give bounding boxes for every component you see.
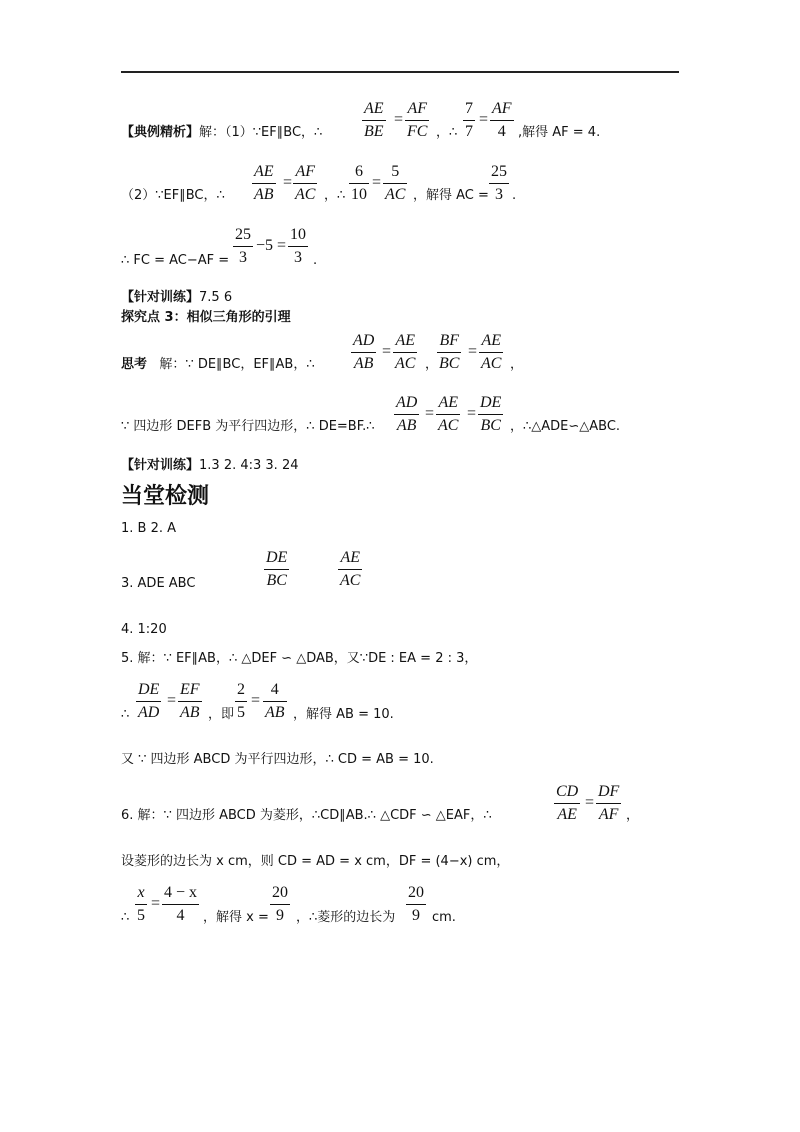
answer-5-therefore: ∴: [121, 707, 130, 722]
think-line-1-text: 解：∵ DE∥BC，EF∥AB，∴: [159, 357, 315, 372]
numerator: 20: [406, 883, 426, 905]
training-heading: 【针对训练】: [121, 458, 200, 473]
fraction-ae-ac: [393, 331, 417, 374]
training-heading: 【针对训练】: [121, 290, 200, 305]
fraction-7-7: [463, 99, 475, 142]
section-title: 当堂检测: [121, 484, 210, 509]
denominator: 9: [412, 907, 420, 924]
equals-sign: =: [251, 692, 261, 709]
denominator: 9: [276, 907, 284, 924]
denominator: 4: [176, 907, 185, 924]
answer-3: 3. ADE ABC: [121, 576, 196, 591]
denominator: AB: [353, 355, 374, 372]
numerator: 10: [288, 225, 308, 247]
example-line-2: （2）∵EF∥BC，∴: [121, 188, 225, 203]
answer-4: 4. 1:20: [121, 622, 167, 637]
example-line-1-text: 解：（1）∵EF∥BC，∴: [199, 125, 323, 140]
numerator: 25: [489, 162, 509, 184]
equals-sign: =: [372, 174, 382, 191]
denominator: 3: [495, 186, 503, 203]
think-line-2-result: ，∴△ADE∽△ABC.: [510, 419, 621, 434]
denominator: 4: [497, 123, 506, 140]
fraction-cd-ae: [554, 782, 580, 825]
fraction-de-bc: [478, 393, 503, 436]
numerator: AF: [405, 99, 429, 121]
fraction-25-3-b: [233, 225, 253, 268]
fraction-de-ad: [136, 680, 161, 723]
answer-6-therefore: ∴: [121, 910, 130, 925]
denominator: FC: [407, 123, 428, 140]
fraction-ae-be: [362, 99, 386, 142]
fraction-af-4: [490, 99, 514, 142]
numerator: CD: [554, 782, 580, 804]
denominator: AB: [396, 417, 417, 434]
denominator: AE: [557, 806, 577, 823]
numerator: BF: [437, 331, 461, 353]
denominator: BC: [480, 417, 501, 434]
fraction-x-5: [135, 883, 147, 926]
fraction-10-3: [288, 225, 308, 268]
denominator: 5: [137, 907, 145, 924]
comma: ，: [626, 808, 640, 823]
denominator: AB: [265, 704, 285, 721]
answer-5-result: ，解得 AB = 10.: [293, 707, 394, 722]
training-2: [121, 458, 299, 474]
fraction-4-minus-x-4: [162, 883, 199, 926]
denominator: 3: [294, 249, 302, 266]
numerator: EF: [178, 680, 202, 702]
numerator: 6: [349, 162, 369, 184]
fraction-6-10: [349, 162, 369, 205]
numerator: AE: [338, 548, 362, 570]
answer-6-line-1: 6. 解：∵ 四边形 ABCD 为菱形，∴CD∥AB.∴ △CDF ∽ △EAF，∴: [121, 808, 492, 823]
example-line-1: [121, 125, 322, 141]
fraction-20-9: [270, 883, 290, 926]
fraction-df-af: [596, 782, 621, 825]
fraction-20-9-b: [406, 883, 426, 926]
think-line-1: [121, 357, 315, 373]
training-values: 7.5 6: [199, 290, 233, 305]
answer-5-line-3: 又 ∵ 四边形 ABCD 为平行四边形，∴ CD = AB = 10.: [121, 752, 434, 767]
denominator: BC: [439, 355, 460, 372]
fraction-ae-ac-3: [436, 393, 460, 436]
numerator: DE: [136, 680, 161, 702]
answer-5-line-1: 5. 解：∵ EF∥AB，∴ △DEF ∽ △DAB，又∵DE : EA = 2 : 3，: [121, 651, 478, 666]
period: .: [512, 188, 517, 203]
numerator: AD: [394, 393, 419, 415]
numerator: DE: [264, 548, 289, 570]
comma: ，: [510, 357, 524, 372]
denominator: AB: [254, 186, 274, 203]
numerator: DF: [596, 782, 621, 804]
numerator: 4: [263, 680, 287, 702]
denominator: AC: [481, 355, 502, 372]
numerator: AE: [393, 331, 417, 353]
equals-sign: =: [425, 405, 435, 422]
equals-sign: =: [151, 895, 161, 912]
numerator: AE: [362, 99, 386, 121]
fraction-25-3: [489, 162, 509, 205]
numerator: DE: [478, 393, 503, 415]
answer-6-unit: cm.: [432, 910, 456, 925]
denominator: AC: [295, 186, 316, 203]
denominator: AF: [598, 806, 619, 823]
numerator: 5: [383, 162, 407, 184]
numerator: 25: [233, 225, 253, 247]
explore-title: 探究点 3：相似三角形的引理: [121, 310, 291, 325]
example-line-1-result: ,解得 AF = 4.: [518, 125, 601, 140]
fraction-ad-ab-2: [394, 393, 419, 436]
numerator: x: [135, 883, 147, 905]
equals-sign: =: [382, 343, 392, 360]
fraction-de-bc-2: [264, 548, 289, 591]
fraction-2-5: [235, 680, 247, 723]
answer-6-mid-2: ，∴菱形的边长为: [296, 910, 396, 925]
fraction-af-ac: [293, 162, 317, 205]
equals-sign: =: [394, 111, 404, 128]
denominator: 7: [465, 123, 473, 140]
denominator: AC: [438, 417, 459, 434]
equals-sign: =: [167, 692, 177, 709]
fraction-bf-bc: [437, 331, 461, 374]
numerator: 20: [270, 883, 290, 905]
numerator: 7: [463, 99, 475, 121]
answer-6-line-2: 设菱形的边长为 x cm，则 CD = AD = x cm，DF = (4−x) cm，: [121, 854, 510, 869]
answer-6-mid: ，解得 x =: [203, 910, 269, 925]
minus-five: −5 =: [256, 237, 287, 254]
denominator: AD: [138, 704, 160, 721]
denominator: AC: [395, 355, 416, 372]
fraction-ae-ab: [252, 162, 276, 205]
numerator: AE: [479, 331, 503, 353]
fraction-ad-ab: [351, 331, 376, 374]
numerator: 4 − x: [162, 883, 199, 905]
fraction-ae-ac-2: [479, 331, 503, 374]
fraction-4-ab: [263, 680, 287, 723]
equals-sign: =: [479, 111, 489, 128]
think-label: 思考: [121, 357, 148, 372]
header-rule: [121, 71, 679, 73]
answers-1-2: 1. B 2. A: [121, 521, 177, 536]
answer-5-mid: ，即: [208, 707, 235, 722]
denominator: 10: [351, 186, 367, 203]
numerator: AE: [252, 162, 276, 184]
fraction-af-fc: [405, 99, 429, 142]
training-1: [121, 290, 232, 306]
equals-sign: =: [467, 405, 477, 422]
comma: ，: [425, 357, 439, 372]
denominator: BC: [266, 572, 287, 589]
denominator: AC: [340, 572, 361, 589]
denominator: AC: [385, 186, 406, 203]
fraction-ae-ac-4: [338, 548, 362, 591]
example-heading: 【典例精析】: [121, 125, 200, 140]
denominator: 5: [237, 704, 245, 721]
fraction-ef-ab: [178, 680, 202, 723]
example-line-3: ∴ FC = AC−AF =: [121, 253, 230, 268]
denominator: 3: [239, 249, 247, 266]
think-line-2: ∵ 四边形 DEFB 为平行四边形，∴ DE=BF.∴: [121, 419, 375, 434]
equals-sign: =: [585, 794, 595, 811]
numerator: AF: [490, 99, 514, 121]
numerator: AD: [351, 331, 376, 353]
equals-sign: =: [283, 174, 293, 191]
training-values: 1.3 2. 4:3 3. 24: [199, 458, 299, 473]
denominator: AB: [180, 704, 200, 721]
denominator: BE: [364, 123, 384, 140]
example-line-2-result: ，解得 AC =: [413, 188, 489, 203]
numerator: AF: [293, 162, 317, 184]
numerator: AE: [436, 393, 460, 415]
equals-sign: =: [468, 343, 478, 360]
example-line-2-mid: ，∴: [324, 188, 346, 203]
fraction-5-ac: [383, 162, 407, 205]
period: .: [313, 253, 318, 268]
example-line-1-mid: ，∴: [436, 125, 458, 140]
numerator: 2: [235, 680, 247, 702]
